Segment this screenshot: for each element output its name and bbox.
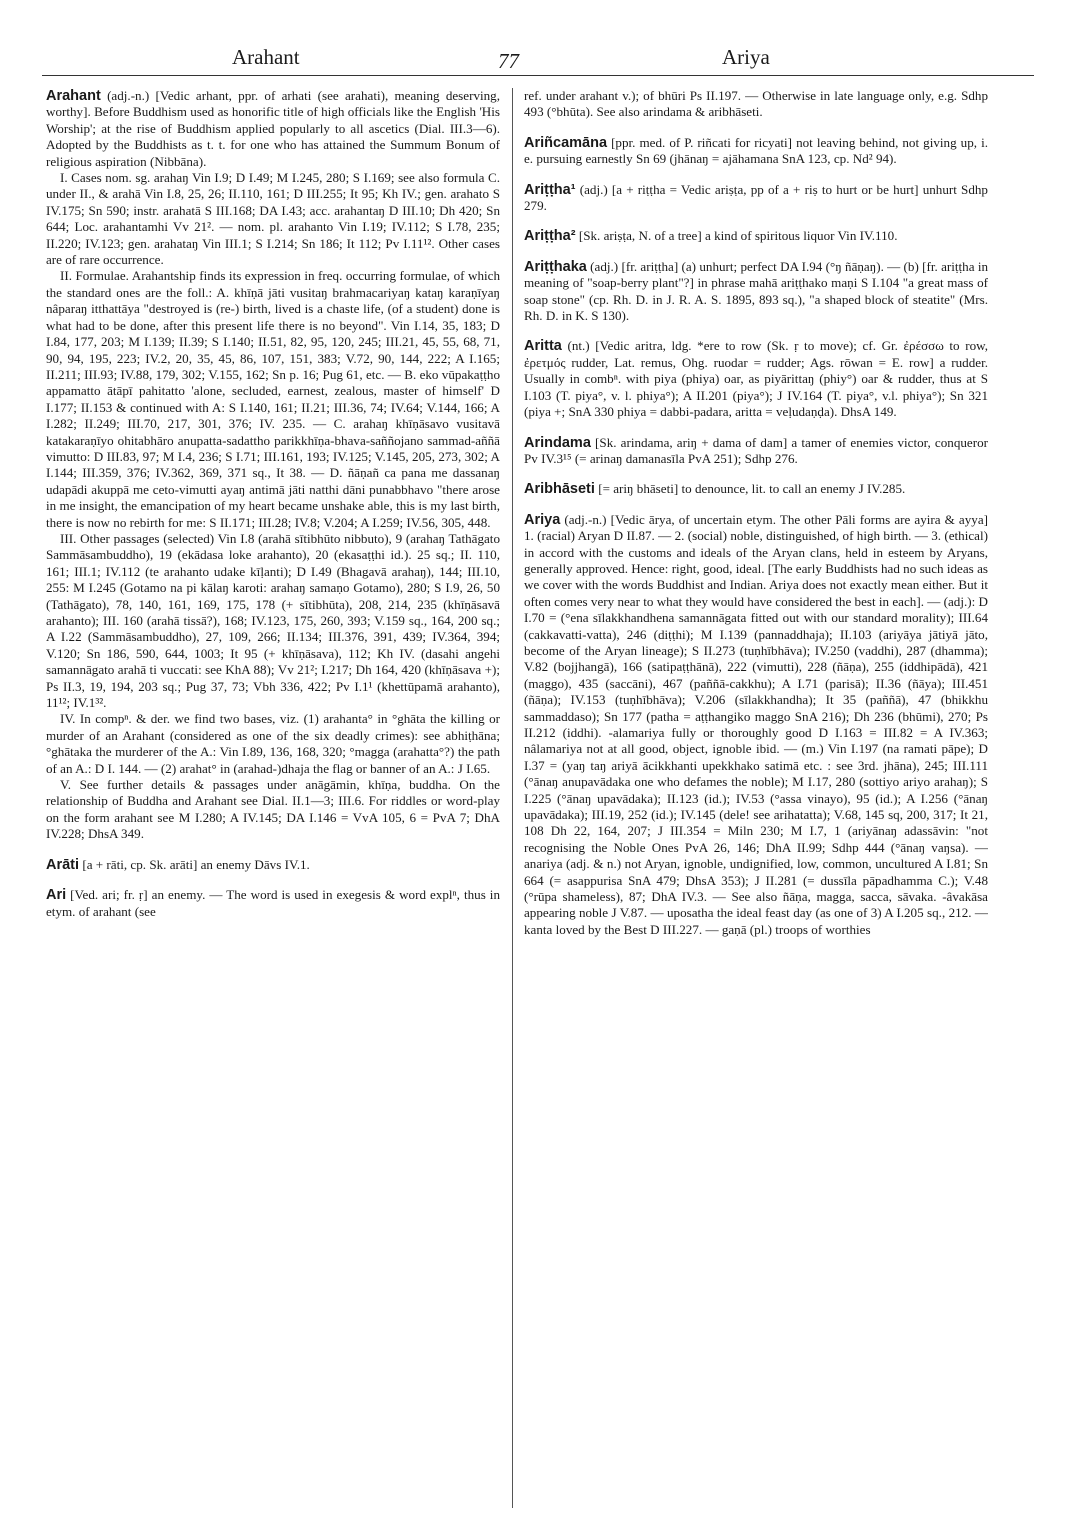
headword: Ari: [46, 887, 67, 904]
entry-arittha-1: [524, 182, 988, 215]
headword: Ariṭṭha²: [524, 228, 576, 245]
entry-body: [Sk. ariṣṭa, N. of a tree] a kind of spiritous liquor Vin IV.110.: [578, 228, 898, 244]
entry-body: (adj.-n.) [Vedic ārya, of uncertain etym. The other Pāli forms are ayira & ayya] 1. (racial) Aryan D II.87. — 2. (social) noble, distinguished, of high birth. — 3. (ethical) in accord with the customs and ideals of the Aryan clans, held in esteem by Aryans, generally approved. Hence: right, good, ideal. [The early Buddhists had no such ideas as we cover with the words Buddhist and Indian. Ariya does not exactly mean either. But it often comes very near to what they would have considered the best in each]. — (adj.): D I.70 = (°ena sīlakkhandhena samannāgata fitted out with our standard morality); III.64 (cakkavatti-vatta), 246 (diṭṭhi); M I.139 (pannaddhaja); II.103 (ariyāya jātiyā jāto, become of the Aryan lineage); S II.273 (tuṇhībhāva); IV.250 (vaddhi), 287 (dhamma); V.82 (bojjhangā), 166 (satipaṭṭhānā), 222 (vimutti), 228 (ñāṇa), 255 (iddhipādā), 421 (maggo), 435 (saccāni), 467 (paññā-cakkhu); A I.71 (parisā); II.36 (ñāya); III.451 (ñāṇa); IV.153 (tuṇhībhāva); V.206 (sīlakkhandha); It 35 (paññā), 47 (bhikkhu sammaddaso); Sn 177 (patha = aṭṭhangiko maggo SnA 216); Dh 236 (bhūmi), 270; Ps II.212 (iddhi). -alamariya fully or thoroughly good D I.163 = III.82 = A IV.363; nâlamariya not at all good, object, ignoble ibid. — (m.) Vin I.197 (na ramati pāpe); D I.37 = (yaŋ taŋ ariyā ācikkhanti upekkhako satimā etc. : see 3rd. jhāna), 245; III.111 (°ānaŋ anupavādaka one who defames the noble); M I.17, 280 (sottiyo ariyo arahaŋ); S I.225 (°ānaŋ upavādaka); II.123 (id.); IV.53 (°assa vinayo), 95 (id.); A I.256 (°ānaŋ upavādaka); III.19, 252 (id.); IV.145 (dele! see arihatatta); V.68, 145 sq, 200, 317; It 21, 108 Dh 22, 164, 207; J III.354 = Miln 230; M I.7, 1 (ariyānaŋ adassāvin: "not recognising the Noble Ones PvA 26, 146; DhA II.99; Sdhp 444 (°ānaŋ vaŋsa). — anariya (adj. & n.) not Aryan, ignoble, undignified, low, common, uncultured A I.81; Sn 664 (= asappurisa SnA 479; DhsA 353); J II.281 (= dussīla pāpadhamma C.); V.48 (°rūpa shameless), 87; DhA IV.3. — See also ñāṇa, magga, sacca, sāvaka. -âvakāsa appearing noble J V.87. — uposatha the ideal feast day (as one of 3) A I.205 sq., 212. — kanta loved by the Best D III.227. — gaṇā (pl.) troops of worthies: [524, 511, 988, 937]
running-head-right: Ariya: [722, 45, 770, 69]
entry-body: [a + rāti, cp. Sk. arāti] an enemy Dāvs IV.1.: [82, 856, 310, 872]
entry-body: (adj.) [fr. ariṭṭha] (a) unhurt; perfect DA I.94 (°ŋ ñāṇaŋ). — (b) [fr. ariṭṭha in meaning of "soap-berry plant"?] in phrase mahā ariṭṭhako maṇi S I.104 "a great mass of soap stone" (cp. Rh. D. in J. R. A. S. 1895, 893 sq.), "a shaped block of steatite" (Mrs. Rh. D. in K. S 130).: [524, 258, 988, 324]
entry-body: (nt.) [Vedic aritra, ldg. *ere to row (Sk. ṛ to move); cf. Gr. ἐρέσσω to row, ἐρετμός rudder, Lat. remus, Ohg. ruodar = rudder; Ags. rōwan = E. row] a rudder. Usually in combⁿ. with piya (phiya) oar, as piyārittaŋ (phiy°) oar & rudder, thus at S I.103 (T. piya°, v. l. phiya°); A II.201 (piya°); J IV.164 (T. piya°, v.l. phiya°); Sn 321 (piya +; SnA 330 phiya = dabbi-padara, aritta = veḷudaṇḍa). DhsA 149.: [524, 338, 988, 420]
headword: Arahant: [46, 88, 101, 104]
headword: Aritta: [524, 338, 562, 355]
section-compounds: IV. In compⁿ. & der. we find two bases, viz. (1) arahanta° in °ghāta the killing or murder of an Arahant (considered as one of the six deadly crimes): see abhiṭhāna; °ghātaka the murderer of the A.: Vin I.89, 136, 168, 320; °magga (arahatta°?) the path of an A.: D I. 144. — (2) arahat° in (arahad-)dhaja the flag or banner of an A.: J I.65.: [46, 711, 500, 776]
section-formulae: II. Formulae. Arahantship finds its expression in freq. occurring formulae, of which the standard ones are the foll.: A. khīṇā jāti vusitaŋ brahmacariyaŋ kataŋ karaṇīyaŋ nâparaŋ itthattāya "destroyed is (re-) birth, lived is a chaste life, (of a student) done is what had to be done, after this present life there is no beyond". Vin I.14, 35, 183; D I.84, 177, 203; M I.139; II.39; S I.140; II.51, 82, 95, 120, 245; III.21, 45, 55, 68, 71, 90, 94, 195, 223; IV.2, 20, 35, 45, 86, 107, 151, 383; V.72, 90, 144, 222; A I.165; II.211; III.93; IV.88, 179, 302; V.155, 162; Sn p. 16; Pug 61, etc. — B. eko vūpakaṭṭho appamatto ātāpī pahitatto 'alone, secluded, earnest, zealous, master of himself' D I.177; II.153 & continued with A: S I.140, 161; II.21; III.36, 74; IV.64; V.144, 166; A I.282; II.249; III.70, 217, 301, 376; IV. 235. — C. arahaŋ khīṇāsavo vusitavā katakaraṇīyo ohitabhāro anupatta-sadattho parikkhīṇa-bhava-saññojano sammad-aññā vimutto: D III.83, 97; M I.4, 236; S I.71; III.161, 193; IV.125; V.145, 205, 273, 302; A I.144; III.359, 376; IV.362, 369, 371 sq., It 38. — D. ñāṇañ ca pana me dassanaŋ udapādi akuppā me ceto-vimutti ayaŋ antimā jāti natthi dāni punabbhavo "there arose in me insight, the emancipation of my heart became unshake able, this is my last birth, there is now no rebirth for me: S II.171; III.28; IV.8; V.204; A I.259; IV.56, 305, 448.: [46, 268, 500, 530]
left-column: [46, 88, 500, 1508]
entry-ariya: [524, 512, 988, 939]
headword: Ariya: [524, 511, 561, 528]
headword: Ariṭṭha¹: [524, 181, 576, 198]
entry-ari: [46, 887, 500, 920]
section-cases: I. Cases nom. sg. arahaŋ Vin I.9; D I.49; M I.245, 280; S I.169; see also formula C. under II., & arahā Vin I.8, 25, 26; II.110, 161; D III.255; It 95; Kh IV.; gen. arahato S IV.175; Sn 590; instr. arahatā S III.168; DA I.43; acc. arahantaŋ D III.10; Dh 420; Sn 644; Loc. arahantamhi Vv 21². — nom. pl. arahanto Vin I.19; IV.112; S I.78, 235; II.220; IV.123; gen. arahataŋ Vin III.1; S I.214; Sn 186; It 112; Pv I.11¹². Other cases are of rare occurrence.: [46, 170, 500, 268]
entry-arati: [46, 857, 500, 873]
entry-continuation: ref. under arahant v.); of bhūri Ps II.197. — Otherwise in late language only, e.g. Sdhp 493 (°bhūta). See also arindama & aribhāseti.: [524, 88, 988, 120]
right-entries: [524, 135, 988, 938]
entry-body: [Ved. ari; fr. ṛ] an enemy. — The word is used in exegesis & word explⁿ, thus in etym. of arahant (see: [46, 887, 500, 919]
headword: Arāti: [46, 856, 80, 873]
entry-intro: (adj.-n.) [Vedic arhant, ppr. of arhati (see arahati), meaning deserving, worthy]. Before Buddhism used as honorific title of high officials like the English 'His Worship'; at the rise of Buddhism applied popularly to all ascetics (Dial. III.3—6). Adopted by the Buddhists as t. t. for one who has attained the Summum Bonum of religious aspiration (Nibbāna).: [46, 88, 500, 169]
header-rule: [42, 75, 1034, 76]
section-other-passages: III. Other passages (selected) Vin I.8 (arahā sītibhūto nibbuto), 9 (arahaŋ Tathāgato Sammāsambuddho), 19 (ekādasa loke arahanto), 20 (ekasaṭṭhi id.). 25 sq.; II. 110, 161; III.1; IV.112 (te arahanto udake kīḷanti); D I.49 (Bhagavā arahaŋ), 144; III.10, 255: M I.245 (Gotamo na pi kālaŋ karoti: arahaŋ samaṇo Gotamo), 280; S I.9, 26, 50 (Tathāgato), 78, 140, 161, 169, 175, 178 (+ sītibhūta), 208, 214, 235 (khīṇāsavā arahanto); III. 160 (arahā tissā?), 168; IV.123, 175, 260, 393; V.159 sq., 164, 200 sq.; A I.22 (Sammāsambuddho), 27, 109, 266; II.134; III.376, 391, 439; IV.364, 394; V.120; Sn 186, 590, 644, 1003; It 95 (+ khīṇāsava), 112; Kh IV. (dasahi angehi samannāgato arahā ti vuccati: see KhA 88); Vv 21²; I.217; Dh 164, 420 (khīṇāsava +); Ps II.3, 19, 194, 203 sq.; Pug 37, 73; Vbh 336, 422; Pv I.1¹ (khettūpamā arahanto), 11¹²; IV.1³².: [46, 530, 500, 711]
entry-arittha-2: [524, 228, 988, 244]
right-column: [524, 88, 988, 1508]
entry-arahant: [46, 88, 500, 170]
entry-aritta: [524, 338, 988, 420]
entry-aritthaka: [524, 259, 988, 325]
entry-body: [ppr. med. of P. riñcati for ricyati] not leaving behind, not giving up, i. e. pursuing earnestly Sn 69 (jhānaŋ = ajāhamana SnA 123, cp. Nd² 94).: [524, 134, 988, 167]
column-divider: [512, 88, 513, 1508]
headword: Ariñcamāna: [524, 134, 608, 151]
page-number: 77: [498, 49, 519, 73]
headword: Aribhāseti: [524, 481, 595, 498]
entry-body: (adj.) [a + riṭṭha = Vedic ariṣṭa, pp of a + riṣ to hurt or be hurt] unhurt Sdhp 279.: [524, 181, 988, 214]
entry-arincamana: [524, 135, 988, 168]
entry-body: [Sk. arindama, ariŋ + dama of dam] a tamer of enemies victor, conqueror Pv IV.3¹⁵ (= arinaŋ damanasīla PvA 251); Sdhp 276.: [524, 434, 988, 466]
entry-body: [= ariŋ bhāseti] to denounce, lit. to call an enemy J IV.285.: [598, 481, 906, 497]
running-head-left: Arahant: [232, 45, 300, 69]
headword: Arindama: [524, 434, 591, 451]
entry-arindama: [524, 435, 988, 468]
entry-aribhaseti: [524, 481, 988, 497]
section-see-further: V. See further details & passages under anāgāmin, khīṇa, buddha. On the relationship of Buddha and Arahant see Dial. II.1—3; III.6. For riddles or word-play on the form arahant see M I.280; A IV.145; DA I.146 = VvA 105, 6 = PvA 7; DhA IV.228; DhsA 349.: [46, 777, 500, 842]
headword: Ariṭṭhaka: [524, 258, 587, 275]
